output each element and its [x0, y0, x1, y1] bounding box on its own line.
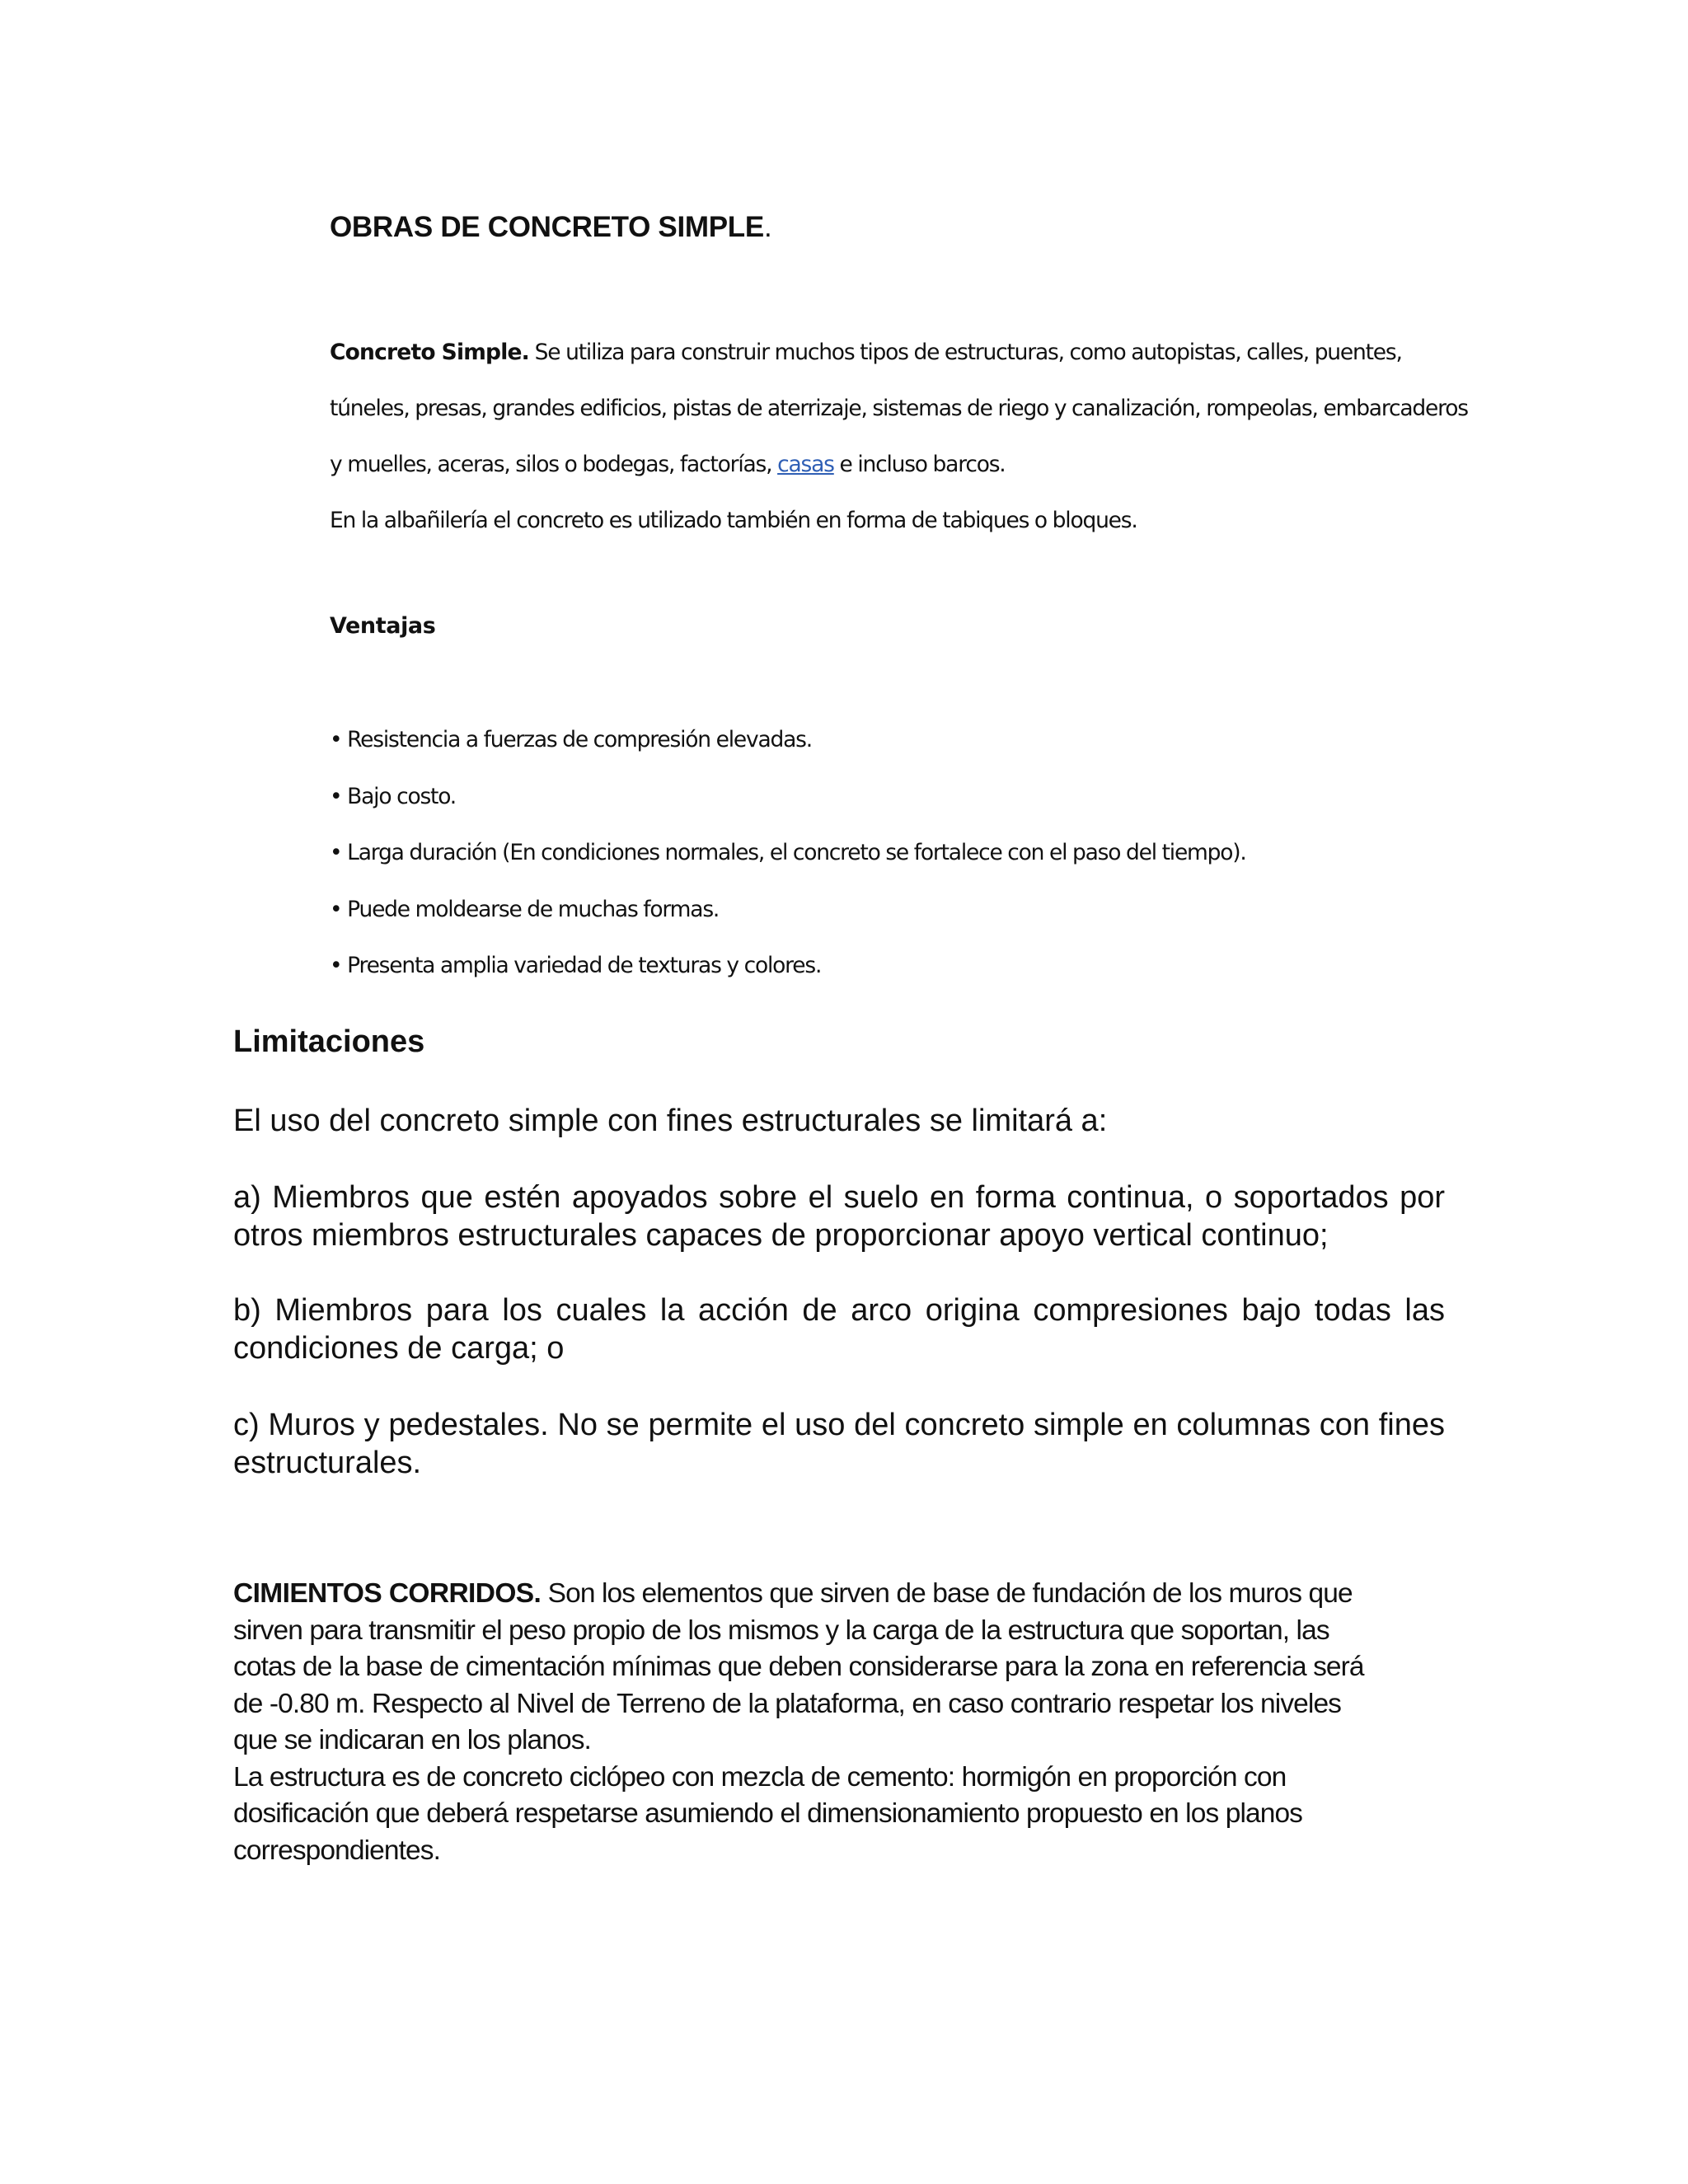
cimientos-line-4: de -0.80 m. Respecto al Nivel de Terreno de la plataforma, en caso contrario respetar los niveles — [233, 1688, 1342, 1719]
cimientos-line-8: correspondientes. — [233, 1835, 440, 1866]
cimientos-line-5: que se indicaran en los planos. — [233, 1725, 591, 1755]
cimientos-line-3: cotas de la base de cimentación mínimas que deben considerarse para la zona en referencia será — [233, 1652, 1364, 1682]
intro-line-3 — [330, 437, 1451, 493]
ventajas-list — [330, 724, 1246, 1006]
intro-line-3-pre: y muelles, aceras, silos o bodegas, factorías, — [330, 452, 778, 477]
limitacion-item-b: b) Miembros para los cuales la acción de arco origina compresiones bajo todas las condiciones de carga; o — [233, 1293, 1445, 1366]
cimientos-line-6: La estructura es de concreto ciclópeo con mezcla de cemento: hormigón en proporción con — [233, 1761, 1287, 1793]
page-title-dot: . — [763, 211, 772, 243]
cimientos-line-7: dosificación que deberá respetarse asumiendo el dimensionamiento propuesto en los planos — [233, 1798, 1303, 1829]
limitacion-item-a: a) Miembros que estén apoyados sobre el suelo en forma continua, o soportados por otros miembros estructurales capaces de proporcionar apoyo vertical continuo; — [233, 1180, 1445, 1253]
list-item: • Puede moldearse de muchas formas. — [330, 896, 720, 922]
cimientos-paragraph — [233, 1576, 1453, 1869]
intro-line-1-text: Se utiliza para construir muchos tipos de estructuras, como autopistas, calles, puentes, — [528, 340, 1402, 365]
cimientos-line-1 — [233, 1576, 1453, 1613]
limitaciones-intro: El uso del concreto simple con fines estructurales se limitará a: — [233, 1104, 1108, 1138]
limitacion-item-c: c) Muros y pedestales. No se permite el uso del concreto simple en columnas con fines estructurales. — [233, 1408, 1445, 1480]
cimientos-line-2: sirven para transmitir el peso propio de los mismos y la carga de la estructura que soportan, las — [233, 1615, 1329, 1646]
intro-lead: Concreto Simple. — [330, 340, 529, 365]
intro-line-1 — [330, 325, 1451, 381]
limitaciones-heading: Limitaciones — [233, 1024, 425, 1059]
intro-paragraph — [330, 325, 1468, 549]
list-item: • Bajo costo. — [330, 783, 457, 809]
intro-line-2: túneles, presas, grandes edificios, pistas de aterrizaje, sistemas de riego y canalización, rompeolas, embarcaderos — [330, 396, 1468, 421]
cimientos-lead: CIMIENTOS CORRIDOS. — [233, 1578, 542, 1609]
page-title — [330, 209, 771, 246]
intro-line-3-post: e incluso barcos. — [833, 452, 1006, 477]
casas-link[interactable]: casas — [777, 452, 834, 477]
list-item: • Larga duración (En condiciones normales, el concreto se fortalece con el paso del tiempo). — [330, 840, 1246, 865]
cimientos-line-1-text: Son los elementos que sirven de base de fundación de los muros que — [541, 1578, 1353, 1609]
list-item: • Presenta amplia variedad de texturas y colores. — [330, 953, 822, 978]
intro-line-4: En la albañilería el concreto es utilizado también en forma de tabiques o bloques. — [330, 508, 1137, 533]
ventajas-heading: Ventajas — [330, 613, 436, 639]
list-item: • Resistencia a fuerzas de compresión elevadas. — [330, 727, 812, 752]
page-title-text: OBRAS DE CONCRETO SIMPLE — [330, 211, 764, 243]
